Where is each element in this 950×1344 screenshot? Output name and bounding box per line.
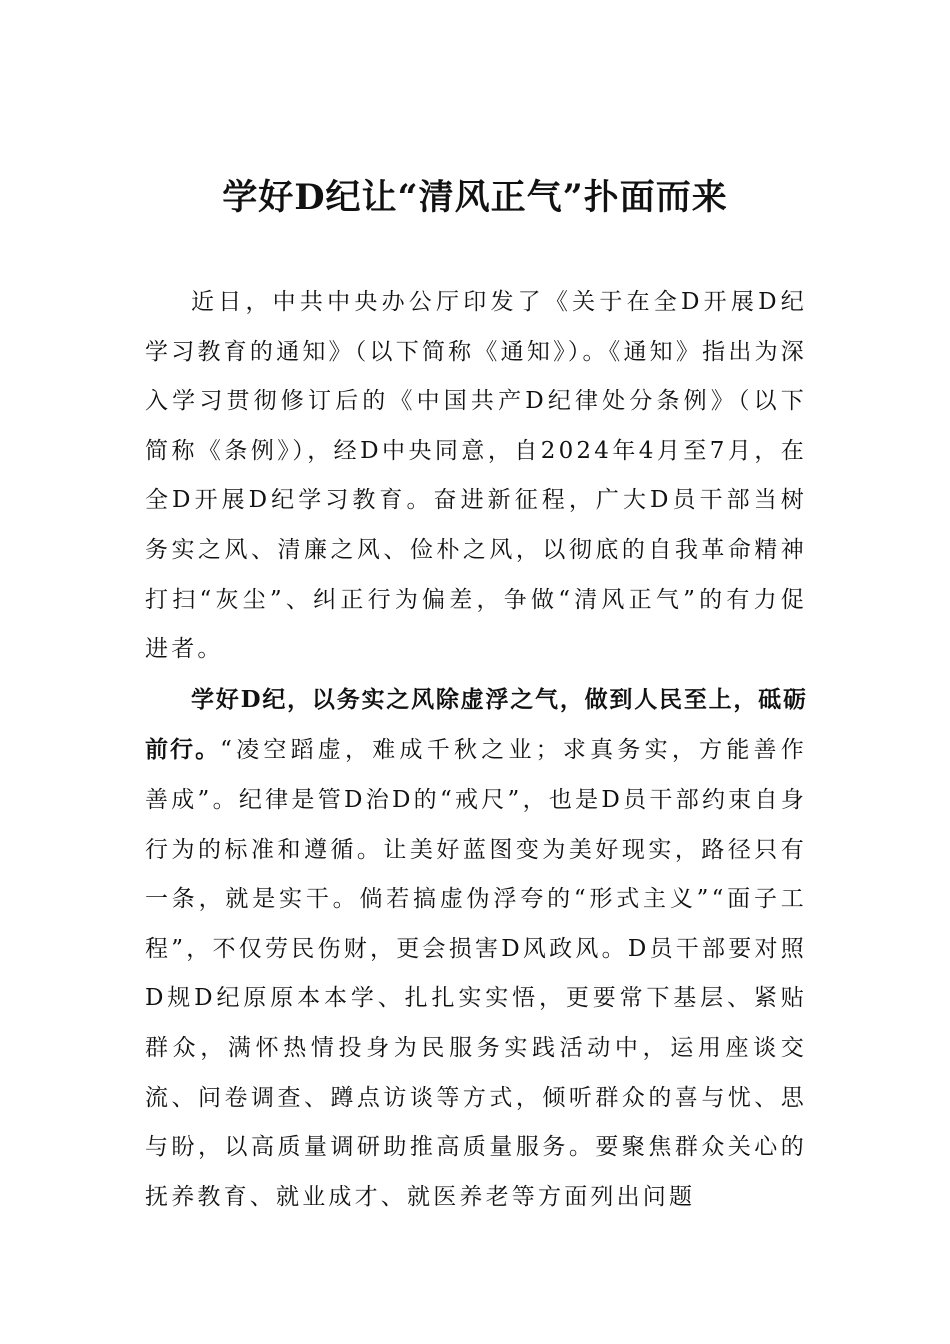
- document-title: 学好D纪让“清风正气”扑面而来: [222, 177, 728, 218]
- document-body: [145, 278, 807, 1222]
- paragraph-1: [145, 278, 807, 675]
- paragraph-2-text: “凌空蹈虚，难成千秋之业；求真务实，方能善作善成”。纪律是管D治D的“戒尺”，也是D员干部约束自身行为的标准和遵循。让美好蓝图变为美好现实，路径只有一条，就是实干。倘若搞虚伪浮夸的“形式主义”“面子工程”，不仅劳民伤财，更会损害D风政风。D员干部要对照D规D纪原原本本学、扎扎实实悟，更要常下基层、紧贴群众，满怀热情投身为民服务实践活动中，运用座谈交流、问卷调查、蹲点访谈等方式，倾听群众的喜与忧、思与盼，以高质量调研助推高质量服务。要聚焦群众关心的抚养教育、就业成才、就医养老等方面列出问题: [145, 737, 807, 1210]
- paragraph-2-lead: 学好D纪，以务实之风除虚浮之气，做到人民至上，砥砺前行。: [145, 685, 807, 764]
- paragraph-1-text: 近日，中共中央办公厅印发了《关于在全D开展D纪学习教育的通知》（以下简称《通知》）。《通知》指出为深入学习贯彻修订后的《中国共产D纪律处分条例》（以下简称《条例》），经D中央同意，自2024年4月至7月，在全D开展D纪学习教育。奋进新征程，广大D员干部当树务实之风、清廉之风、俭朴之风，以彻底的自我革命精神打扫“灰尘”、纠正行为偏差，争做“清风正气”的有力促进者。: [145, 289, 807, 663]
- paragraph-2: [145, 675, 807, 1223]
